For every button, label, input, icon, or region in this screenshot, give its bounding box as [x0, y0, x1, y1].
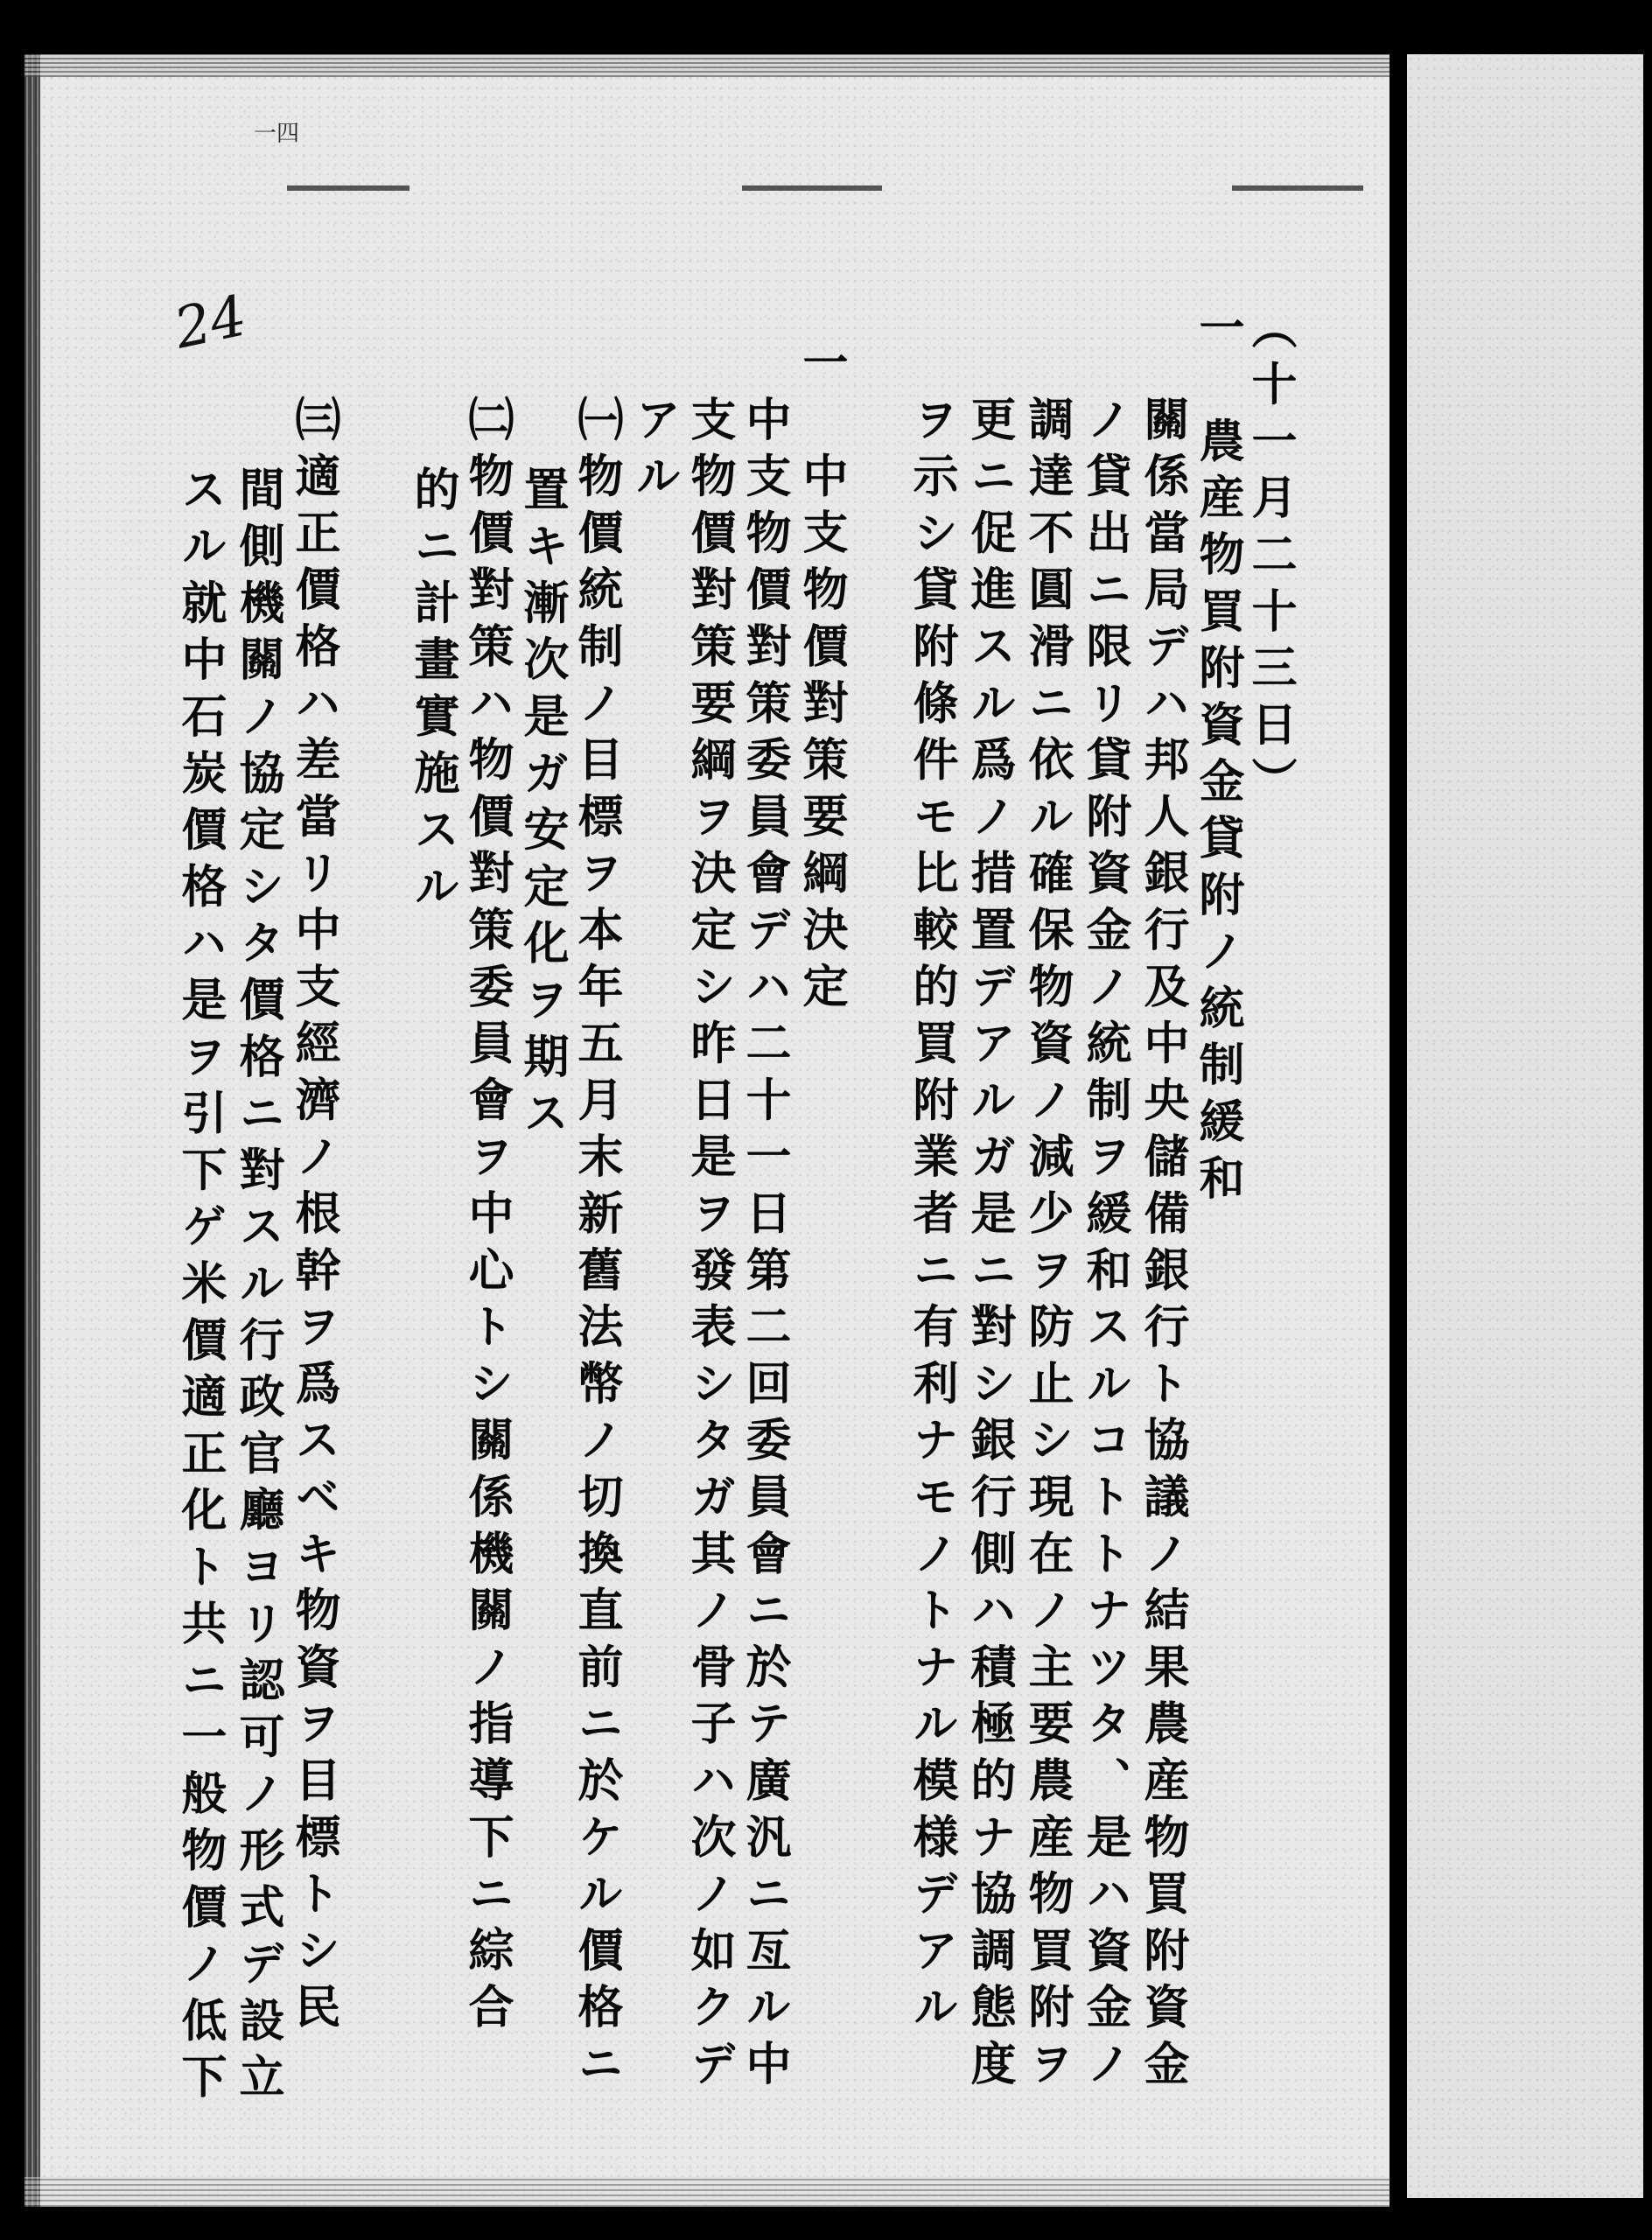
document-page: [24, 54, 1390, 2207]
adjacent-page-edge: [1407, 54, 1643, 2198]
text-column: スル就中石炭價格ハ是ヲ引下ゲ米價適正化ト共ニ一般物價ノ低下: [173, 466, 227, 2110]
binding-edge: [24, 54, 40, 2207]
text-column: ㈢適正價格ハ差當リ中支經濟ノ根幹ヲ爲スベキ物資ヲ目標トシ民: [287, 396, 340, 2040]
text-column: ノ貸出ニ限リ貸附資金ノ統制ヲ緩和スルコトトナツタ、是ハ資金ノ: [1078, 396, 1131, 2096]
text-column: アル: [627, 396, 681, 509]
text-column: ㈠物價統制ノ目標ヲ本年五月末新舊法幣ノ切換直前ニ於ケル價格ニ: [570, 396, 623, 2096]
paper-speckle: [1407, 54, 1643, 2198]
text-column: 置キ漸次是ガ安定化ヲ期ス: [515, 466, 569, 1146]
text-column: 更ニ促進スル爲ノ措置デアルガ是ニ對シ銀行側ハ積極的ナ協調態度: [962, 396, 1016, 2096]
text-column: 中支物價對策委員會デハ二十一日第二回委員會ニ於テ廣汎ニ亙ル中: [738, 396, 791, 2096]
text-column: 的ニ計畫實施スル: [406, 466, 459, 920]
text-column: （十一月二十三日）: [1243, 304, 1297, 815]
header-rule: [287, 186, 410, 191]
text-column: 間側機關ノ協定シタ價格ニ對スル行政官廳ヨリ認可ノ形式デ設立: [231, 466, 284, 2110]
top-edge-noise: [24, 54, 1390, 77]
text-column: ㈡物價對策ハ物價對策委員會ヲ中心トシ關係機關ノ指導下ニ綜合: [460, 396, 514, 2040]
text-column: 支物價對策要綱ヲ決定シ昨日是ヲ發表シタガ其ノ骨子ハ次ノ如クデ: [682, 396, 736, 2096]
text-column: ヲ示シ貸附條件モ比較的買附業者ニ有利ナモノトナル模様デアル: [905, 396, 958, 2040]
header-rule: [742, 186, 882, 191]
handwritten-folio-number: 24: [169, 284, 253, 362]
bottom-edge-noise: [24, 2177, 1390, 2207]
text-column: 關係當局デハ邦人銀行及中央儲備銀行ト協議ノ結果農産物買附資金: [1136, 396, 1189, 2096]
text-column: 一 農産物買附資金貸附ノ統制緩和: [1191, 304, 1244, 1211]
text-column: 一 中支物價對策要綱決定: [794, 339, 848, 1019]
header-rule: [1232, 186, 1363, 191]
text-column: 調達不圓滑ニ依ル確保物資ノ減少ヲ防止シ現在ノ主要農産物買附ヲ: [1020, 396, 1074, 2096]
page-number: 一四: [254, 121, 300, 147]
